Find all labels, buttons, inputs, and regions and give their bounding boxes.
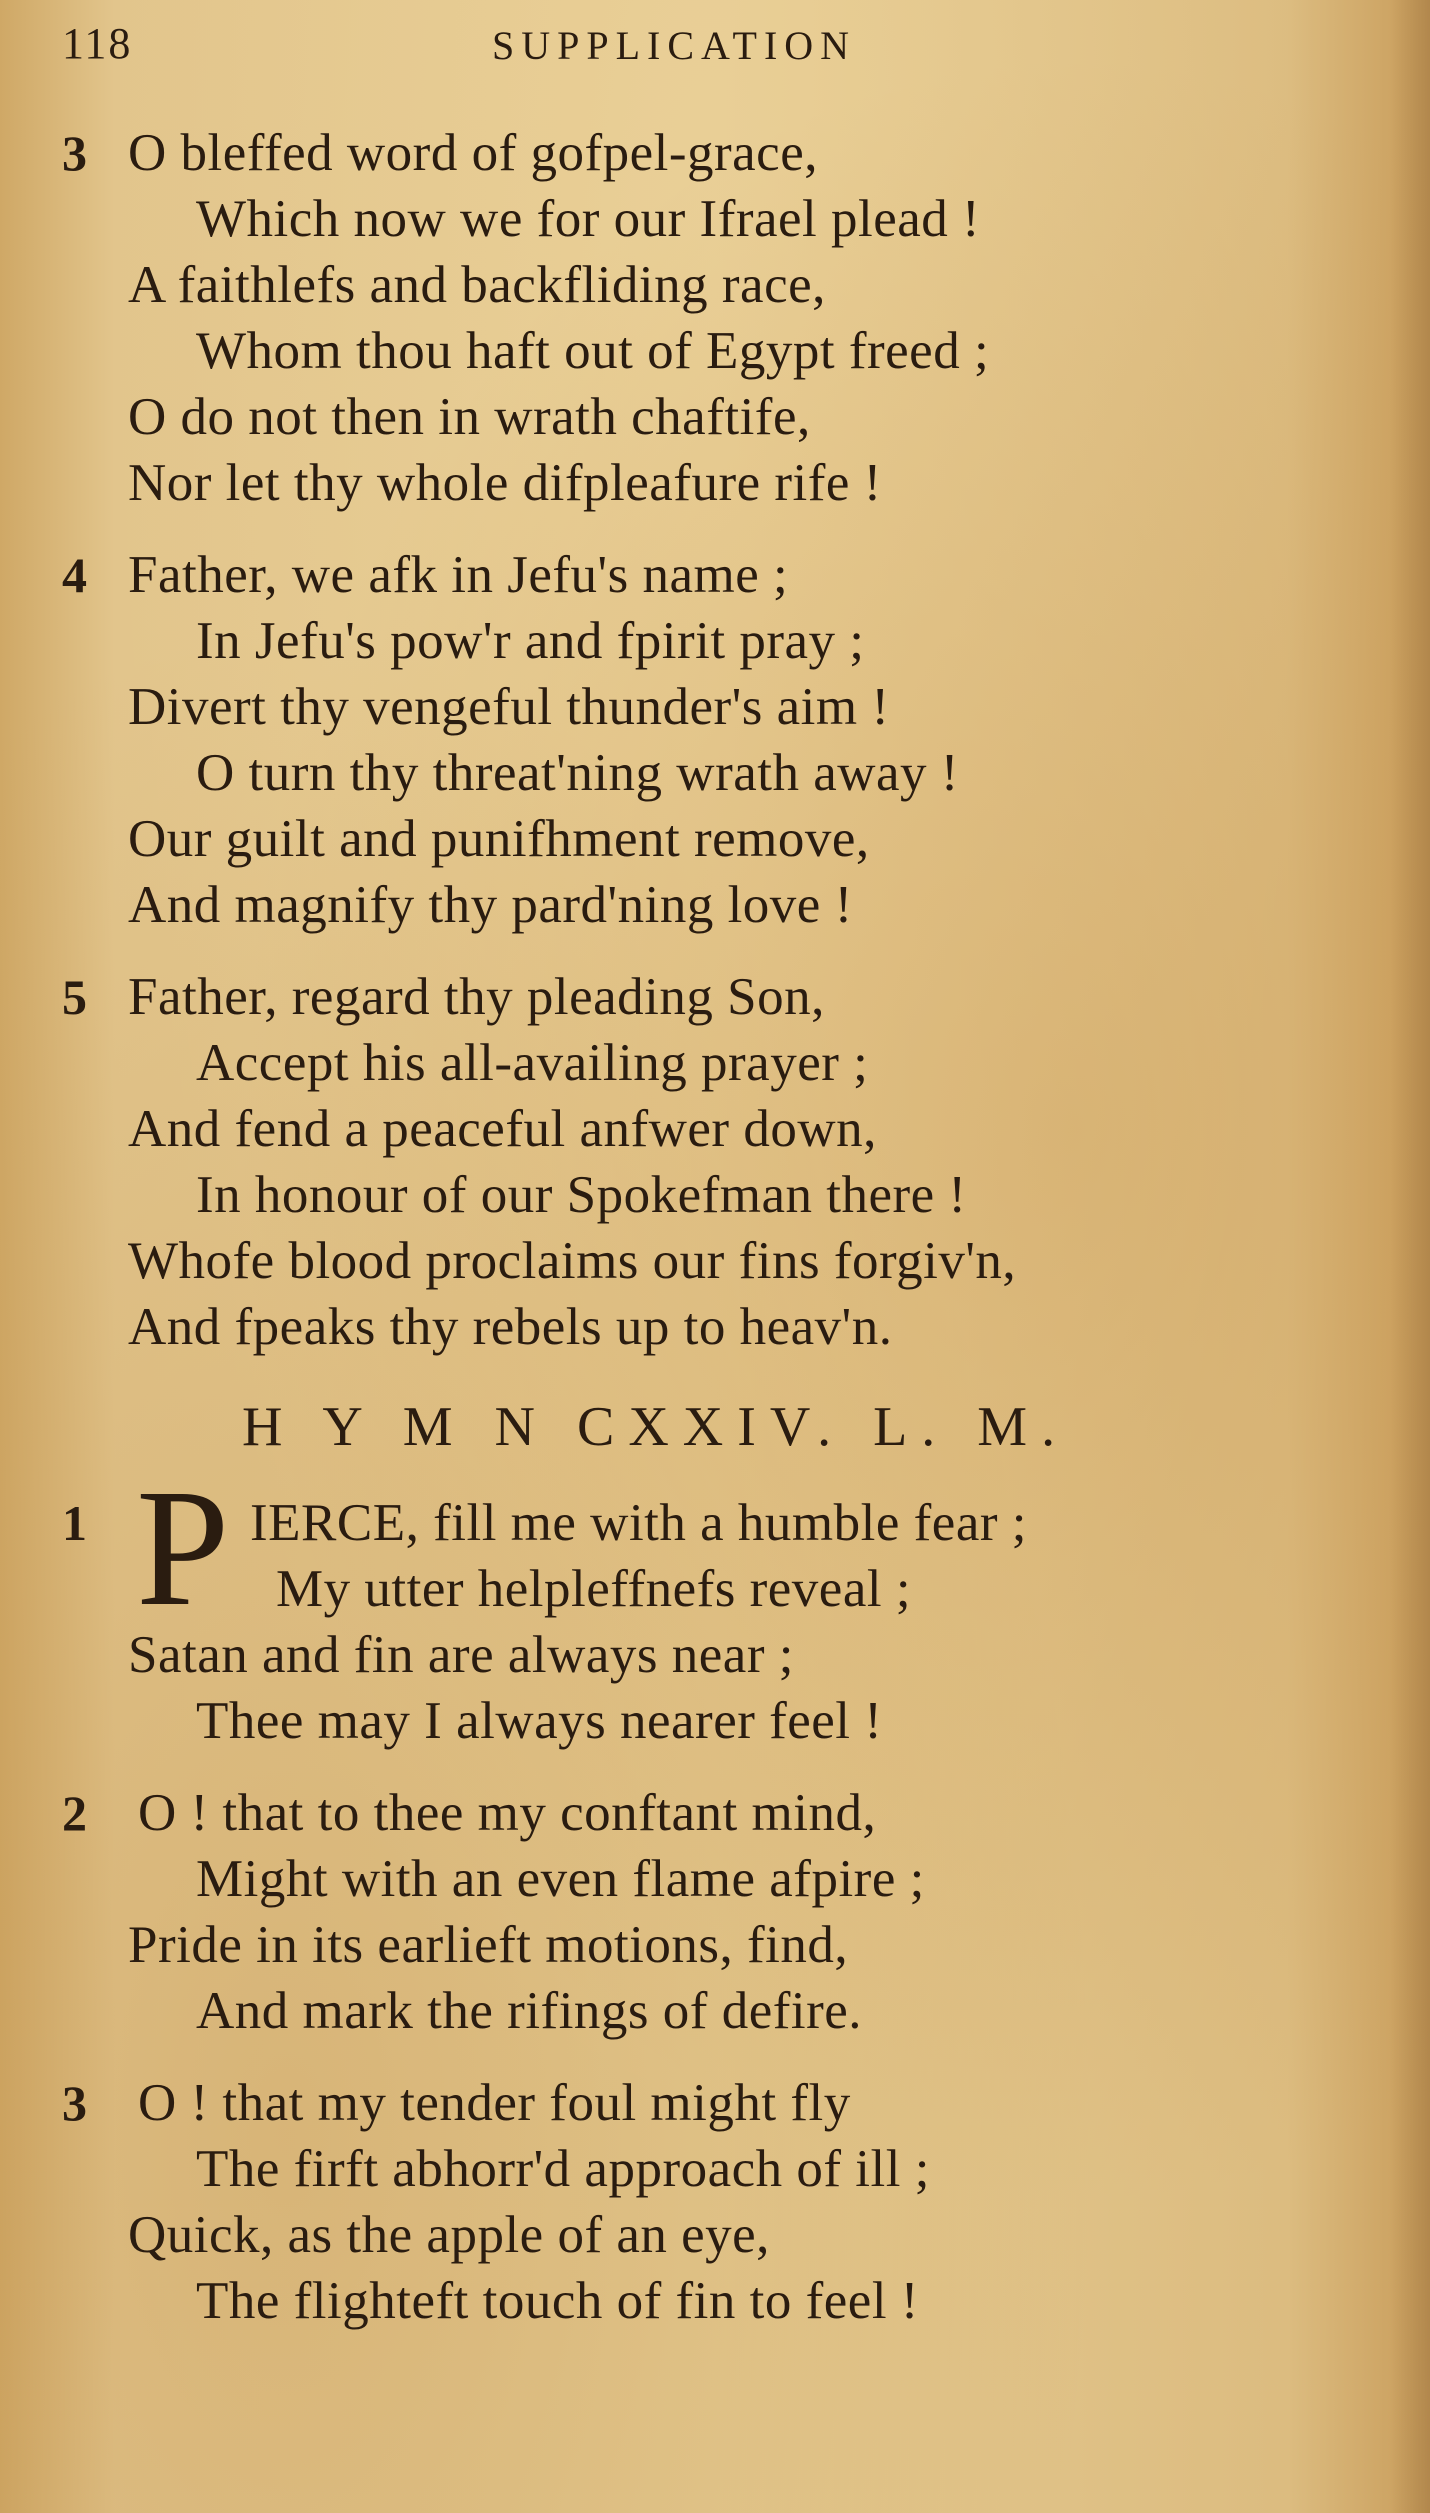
verse-line: O do not then in wrath chaftife, [128,388,811,446]
verse-line: Quick, as the apple of an eye, [128,2206,770,2264]
verse-number: 5 [62,969,87,1025]
verse-number: 3 [62,125,87,181]
verse-line: The firft abhorr'd approach of ill ; [196,2140,930,2198]
verse-line: The flighteft touch of fin to feel ! [196,2272,919,2330]
verse-line: And magnify thy pard'ning love ! [128,876,853,934]
page-edge-shadow [1390,0,1430,2513]
verse-line: O bleffed word of gofpel-grace, [128,124,818,182]
verse-number: 3 [62,2075,87,2131]
verse-line: Whofe blood proclaims our fins forgiv'n, [128,1232,1017,1290]
page-number: 118 [62,19,133,68]
verse-line: In honour of our Spokefman there ! [196,1166,967,1224]
verse-line: Nor let thy whole difpleafure rife ! [128,454,882,512]
verse-line: O ! that to thee my conftant mind, [138,1784,877,1842]
verse-number: 2 [62,1785,87,1841]
verse-line: IERCE, fill me with a humble fear ; [250,1494,1027,1552]
verse-line: And mark the rifings of defire. [196,1982,863,2040]
hymn-heading: H Y M N CXXIV. L. M. [242,1396,1070,1458]
verse-line: A faithlefs and backfliding race, [128,256,826,314]
verse-line: And fend a peaceful anfwer down, [128,1100,877,1158]
verse-line: Whom thou haft out of Egypt freed ; [196,322,990,380]
drop-cap: P [136,1455,230,1641]
verse-line: O ! that my tender foul might fly [138,2074,851,2132]
verse-number: 1 [62,1495,87,1551]
verse-line: My utter helpleffnefs reveal ; [276,1560,912,1618]
verse-line: Thee may I always nearer feel ! [196,1692,883,1750]
verse-line: Divert thy vengeful thunder's aim ! [128,678,890,736]
verse-line: In Jefu's pow'r and fpirit pray ; [196,612,865,670]
verse-line: Our guilt and punifhment remove, [128,810,870,868]
verse-line: Which now we for our Ifrael plead ! [196,190,981,248]
verse-line: And fpeaks thy rebels up to heav'n. [128,1298,893,1356]
running-head [0,18,1430,78]
verse-number: 4 [62,547,87,603]
verse-line: O turn thy threat'ning wrath away ! [196,744,959,802]
verse-line: Pride in its earlieft motions, find, [128,1916,849,1974]
verse-line: Satan and fin are always near ; [128,1626,794,1684]
verse-line: Might with an even flame afpire ; [196,1850,925,1908]
verse-line: Accept his all-availing prayer ; [196,1034,869,1092]
verse-line: Father, we afk in Jefu's name ; [128,546,789,604]
running-title: SUPPLICATION [492,23,857,68]
verse-line: Father, regard thy pleading Son, [128,968,825,1026]
